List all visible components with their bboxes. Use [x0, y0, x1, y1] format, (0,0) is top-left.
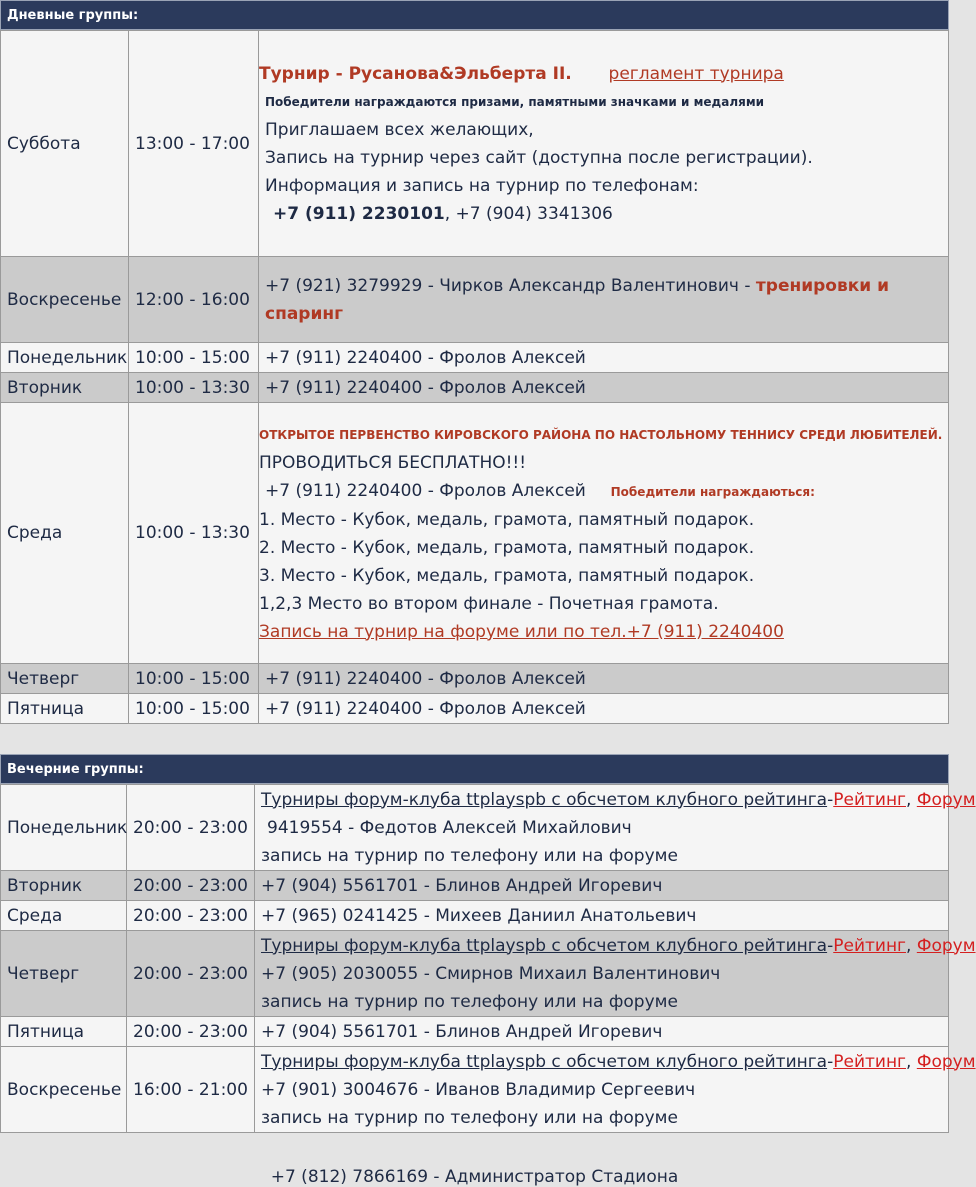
- day-cell: Понедельник: [1, 343, 129, 373]
- time-cell: 20:00 - 23:00: [127, 931, 255, 1017]
- table-row: [1, 373, 949, 403]
- day-schedule-table: [0, 30, 949, 724]
- time-cell: 12:00 - 16:00: [129, 257, 259, 343]
- forum-link[interactable]: Форум: [916, 789, 976, 810]
- table-row: [1, 1017, 949, 1047]
- free-text: ПРОВОДИТЬСЯ БЕСПЛАТНО!!!: [259, 452, 527, 473]
- contact-text: +7 (921) 3279929 - Чирков Александр Валентинович -: [265, 275, 756, 296]
- table-row: [1, 785, 949, 871]
- contact-text: +7 (905) 2030055 - Смирнов Михаил Валентинович: [261, 963, 721, 984]
- training-note: тренировки и спаринг: [265, 275, 890, 324]
- table-row: [1, 664, 949, 694]
- separator: -: [827, 1051, 834, 1072]
- contact-text: +7 (911) 2240400 - Фролов Алексей: [265, 480, 586, 501]
- table-row: [1, 931, 949, 1017]
- separator: ,: [906, 1051, 917, 1072]
- rules-link[interactable]: регламент турнира: [608, 63, 784, 84]
- admin-contact: +7 (812) 7866169 - Администратор Стадиона: [270, 1167, 679, 1187]
- table-row: [1, 871, 949, 901]
- info-cell: [259, 403, 949, 664]
- tournament-link[interactable]: Турниры форум-клуба ttplayspb с обсчетом клубного рейтинга: [261, 789, 828, 810]
- prizes-text: Победители награждаются призами, памятными значками и медалями: [265, 94, 765, 109]
- second-final: 1,2,3 Место во втором финале - Почетная грамота.: [259, 593, 719, 614]
- day-cell: Среда: [1, 901, 127, 931]
- time-cell: 10:00 - 13:30: [129, 403, 259, 664]
- day-groups-header: Дневные группы:: [0, 0, 949, 30]
- tournament-title: Турнир - Русанова&Эльберта II.: [259, 63, 572, 84]
- day-cell: Суббота: [1, 31, 129, 257]
- table-row: [1, 31, 949, 257]
- forum-link[interactable]: Форум: [916, 935, 976, 956]
- time-cell: 10:00 - 15:00: [129, 694, 259, 724]
- contact-cell: +7 (911) 2240400 - Фролов Алексей: [259, 664, 949, 694]
- day-cell: Вторник: [1, 871, 127, 901]
- section-gap: [0, 724, 949, 754]
- time-cell: 10:00 - 15:00: [129, 343, 259, 373]
- time-cell: 13:00 - 17:00: [129, 31, 259, 257]
- table-row: [1, 403, 949, 664]
- info-cell: [259, 257, 949, 343]
- rating-link[interactable]: Рейтинг: [833, 935, 906, 956]
- place-1: 1. Место - Кубок, медаль, грамота, памятный подарок.: [259, 509, 755, 530]
- separator: -: [827, 935, 834, 956]
- place-2: 2. Место - Кубок, медаль, грамота, памятный подарок.: [259, 537, 755, 558]
- table-row: [1, 257, 949, 343]
- tournament-link[interactable]: Турниры форум-клуба ttplayspb с обсчетом клубного рейтинга: [261, 935, 828, 956]
- day-cell: Воскресенье: [1, 1047, 127, 1133]
- day-cell: Понедельник: [1, 785, 127, 871]
- separator: ,: [906, 935, 917, 956]
- day-cell: Воскресенье: [1, 257, 129, 343]
- contact-text: 9419554 - Федотов Алексей Михайлович: [267, 817, 632, 838]
- winners-text: Победители награждаються:: [610, 484, 815, 499]
- table-row: [1, 694, 949, 724]
- signup-note: запись на турнир по телефону или на форуме: [261, 1107, 678, 1128]
- contact-cell: +7 (965) 0241425 - Михеев Даниил Анатольевич: [255, 901, 949, 931]
- forum-link[interactable]: Форум: [916, 1051, 976, 1072]
- signup-link[interactable]: Запись на турнир на форуме или по тел.+7 (911) 2240400: [259, 621, 784, 642]
- signup-note: запись на турнир по телефону или на форуме: [261, 845, 678, 866]
- tournament-link[interactable]: Турниры форум-клуба ttplayspb с обсчетом клубного рейтинга: [261, 1051, 828, 1072]
- time-cell: 16:00 - 21:00: [127, 1047, 255, 1133]
- main-phone: +7 (911) 2230101: [273, 203, 445, 224]
- info-cell: [255, 931, 976, 1017]
- time-cell: 20:00 - 23:00: [127, 871, 255, 901]
- invite-text: Приглашаем всех желающих,: [265, 119, 534, 140]
- extra-phone: , +7 (904) 3341306: [444, 203, 613, 224]
- day-cell: Пятница: [1, 694, 129, 724]
- place-3: 3. Место - Кубок, медаль, грамота, памятный подарок.: [259, 565, 755, 586]
- contact-cell: +7 (911) 2240400 - Фролов Алексей: [259, 373, 949, 403]
- evening-groups-header: Вечерние группы:: [0, 754, 949, 784]
- day-cell: Среда: [1, 403, 129, 664]
- evening-schedule-table: [0, 784, 976, 1133]
- contact-cell: +7 (904) 5561701 - Блинов Андрей Игоревич: [255, 871, 949, 901]
- separator: ,: [906, 789, 917, 810]
- time-cell: 10:00 - 13:30: [129, 373, 259, 403]
- day-cell: Четверг: [1, 664, 129, 694]
- info-cell: [259, 31, 949, 257]
- championship-title: ОТКРЫТОЕ ПЕРВЕНСТВО КИРОВСКОГО РАЙОНА ПО НАСТОЛЬНОМУ ТЕННИСУ СРЕДИ ЛЮБИТЕЛЕЙ.: [259, 427, 943, 442]
- time-cell: 10:00 - 15:00: [129, 664, 259, 694]
- table-row: [1, 1047, 949, 1133]
- signup-text: Запись на турнир через сайт (доступна после регистрации).: [265, 147, 813, 168]
- day-cell: Вторник: [1, 373, 129, 403]
- time-cell: 20:00 - 23:00: [127, 901, 255, 931]
- signup-note: запись на турнир по телефону или на форуме: [261, 991, 678, 1012]
- day-cell: Четверг: [1, 931, 127, 1017]
- contact-cell: +7 (911) 2240400 - Фролов Алексей: [259, 343, 949, 373]
- info-text: Информация и запись на турнир по телефонам:: [265, 175, 699, 196]
- rating-link[interactable]: Рейтинг: [833, 789, 906, 810]
- rating-link[interactable]: Рейтинг: [833, 1051, 906, 1072]
- info-cell: [255, 1047, 976, 1133]
- separator: -: [827, 789, 834, 810]
- contact-cell: +7 (904) 5561701 - Блинов Андрей Игоревич: [255, 1017, 949, 1047]
- contact-cell: +7 (911) 2240400 - Фролов Алексей: [259, 694, 949, 724]
- day-cell: Пятница: [1, 1017, 127, 1047]
- time-cell: 20:00 - 23:00: [127, 785, 255, 871]
- contact-text: +7 (901) 3004676 - Иванов Владимир Сергеевич: [261, 1079, 696, 1100]
- table-row: [1, 901, 949, 931]
- info-cell: [255, 785, 976, 871]
- table-row: [1, 343, 949, 373]
- time-cell: 20:00 - 23:00: [127, 1017, 255, 1047]
